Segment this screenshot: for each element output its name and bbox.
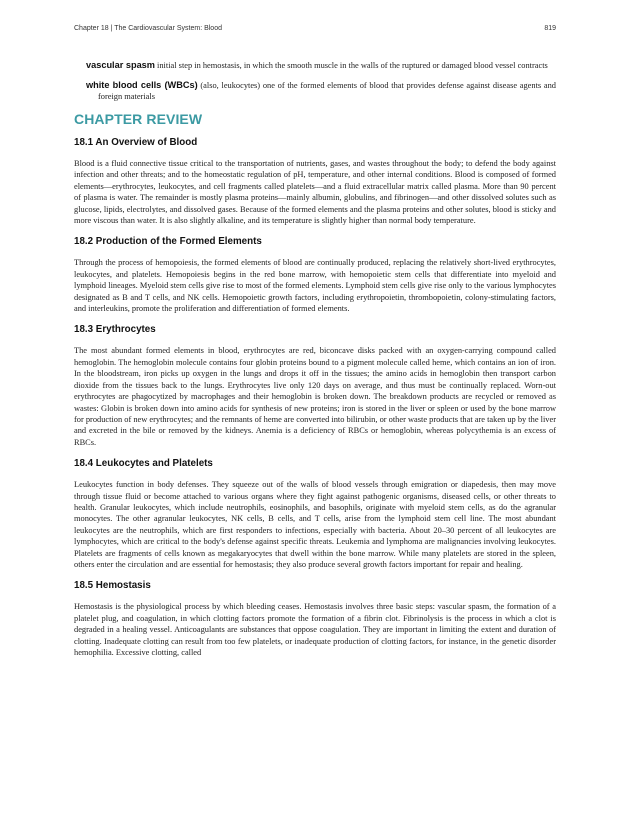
section-paragraph: Through the process of hemopoiesis, the formed elements of blood are continually produced, replacing the relatively short-lived erythrocytes, leukocytes, and platelets. Hemopoiesis begins in the red bone marrow, with hemopoietic stem cells that differentiate into myeloid and lymphoid lineages. Myeloid stem cells give rise to most of the formed elements. Lymphoid stem cells give rise only to the various lymphocytes designated as B and T cells, and NK cells. Hemopoietic growth factors, including erythropoietin, thrombopoietin, colony-stimulating factors, and interleukins, promote the proliferation and differentiation of formed elements. [74,258,556,314]
glossary-definition: (also, leukocytes) one of the formed elements of blood that provides defense against disease agents and foreign materials [98,81,556,101]
section-paragraph: The most abundant formed elements in blood, erythrocytes are red, biconcave disks packed with an oxygen-carrying compound called hemoglobin. The hemoglobin molecule contains four globin proteins bound to a pigment molecule called heme, which contains an ion of iron. In the bloodstream, iron picks up oxygen in the lungs and drops it off in the tissues; the amino acids in hemoglobin then transport carbon dioxide from the tissues back to the lungs. Erythrocytes live only 120 days on average, and thus must be continually replaced. Worn-out erythrocytes are phagocytized by macrophages and their hemoglobin is broken down. The breakdown products are recycled or removed as wastes: Globin is broken down into amino acids for synthesis of new proteins; iron is stored in the liver or spleen or used by the bone marrow for production of new erythrocytes; and the remnants of heme are converted into bilirubin, or other waste products that are taken up by the liver and excreted in the bile or removed by the kidneys. Anemia is a deficiency of RBCs or hemoglobin, whereas polycythemia is an excess of RBCs. [74,346,556,447]
section-title: 18.5 Hemostasis [74,580,151,592]
page-number: 819 [544,25,556,32]
chapter-review-heading: CHAPTER REVIEW [74,111,203,127]
section-title: 18.4 Leukocytes and Platelets [74,458,213,470]
section-title: 18.1 An Overview of Blood [74,137,198,148]
section-paragraph: Leukocytes function in body defenses. They squeeze out of the walls of blood vessels through emigration or diapedesis, then may move through tissue fluid or become attached to various organs where they fight against pathogenic organisms, diseased cells, or other threats to health. Granular leukocytes, which include neutrophils, eosinophils, and basophils, originate with myeloid stem cells, as do the agranular monocytes. The other agranular leukocytes, NK cells, B cells, and T cells, arise from the lymphoid stem cell line. The most abundant leukocytes are the neutrophils, which are first responders to infections, especially with bacteria. About 20–30 percent of all leukocytes are lymphocytes, which are critical to the body's defense against specific threats. Leukemia and lymphoma are malignancies involving leukocytes. Platelets are fragments of cells known as megakaryocytes that dwell within the bone marrow. While many platelets are stored in the spleen, others enter the circulation and are essential for hemostasis; they also produce several growth factors important for repair and healing. [74,480,556,569]
section-title: 18.2 Production of the Formed Elements [74,236,262,248]
page-content [74,60,556,668]
section-paragraph: Blood is a fluid connective tissue critical to the transportation of nutrients, gases, and wastes throughout the body; to defend the body against infection and other threats; and to the homeostatic regulation of pH, temperature, and other internal conditions. Blood is composed of formed elements—erythrocytes, leukocytes, and cell fragments called platelets—and a fluid extracellular matrix called plasma. More than 90 percent of plasma is water. The remainder is mostly plasma proteins—mainly albumin, globulins, and fibrinogen—and other dissolved solutes such as glucose, lipids, electrolytes, and dissolved gases. Because of the formed elements and the plasma proteins and other solutes, blood is sticky and more viscous than water. It is also slightly alkaline, and its temperature is slightly higher than normal body temperature. [74,159,556,226]
section-title: 18.3 Erythrocytes [74,324,156,336]
glossary-definition: initial step in hemostasis, in which the smooth muscle in the walls of the ruptured or damaged blood vessel contracts [157,61,548,70]
glossary-term: vascular spasm [86,60,155,70]
section-paragraph: Hemostasis is the physiological process by which bleeding ceases. Hemostasis involves three basic steps: vascular spasm, the formation of a platelet plug, and coagulation, in which clotting factors promote the formation of a fibrin clot. Fibrinolysis is the process in which a clot is degraded in a healing vessel. Anticoagulants are substances that oppose coagulation. They are important in limiting the extent and duration of clotting. Inadequate clotting can result from too few platelets, or inadequate production of clotting factors, for instance, in the genetic disorder hemophilia. Excessive clotting, called [74,602,556,657]
glossary-entry [80,80,556,102]
chapter-title: Chapter 18 | The Cardiovascular System: Blood [74,25,222,32]
glossary-entry [80,60,556,71]
glossary-term: white blood cells (WBCs) [86,80,198,90]
